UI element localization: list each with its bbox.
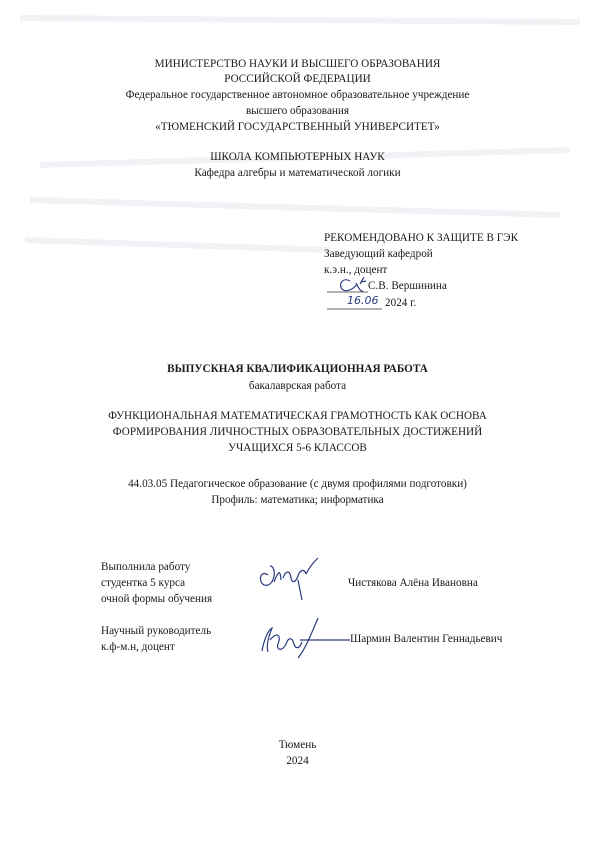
- work-type-subtitle: бакалаврская работа: [248, 380, 347, 392]
- approval-degree: к.э.н., доцент: [324, 264, 388, 276]
- supervisor-name: Шармин Валентин Геннадьевич: [350, 633, 503, 645]
- approval-position: Заведующий кафедрой: [324, 248, 433, 260]
- work-title-line-2: ФОРМИРОВАНИЯ ЛИЧНОСТНЫХ ОБРАЗОВАТЕЛЬНЫХ ДОСТИЖЕНИЙ: [112, 426, 483, 438]
- footer-city: Тюмень: [278, 739, 317, 751]
- university-name: «ТЮМЕНСКИЙ ГОСУДАРСТВЕННЫЙ УНИВЕРСИТЕТ»: [155, 121, 440, 133]
- approval-year: 2024 г.: [385, 297, 417, 309]
- department-name: Кафедра алгебры и математической логики: [194, 167, 401, 179]
- supervisor-label-2: к.ф-м.н, доцент: [101, 641, 175, 653]
- school-name: ШКОЛА КОМПЬЮТЕРНЫХ НАУК: [210, 151, 385, 163]
- author-label-2: студентка 5 курса: [101, 577, 186, 589]
- supervisor-label-1: Научный руководитель: [101, 625, 212, 637]
- work-title-line-3: УЧАЩИХСЯ 5-6 КЛАССОВ: [228, 442, 367, 454]
- approval-date-handwritten: 16.06: [347, 294, 379, 307]
- author-label-1: Выполнила работу: [101, 561, 191, 573]
- specialty: 44.03.05 Педагогическое образование (с двумя профилями подготовки): [128, 478, 467, 490]
- approval-name: С.В. Вершинина: [368, 280, 447, 292]
- ministry-line-1: МИНИСТЕРСТВО НАУКИ И ВЫСШЕГО ОБРАЗОВАНИЯ: [154, 58, 441, 70]
- approval-title: РЕКОМЕНДОВАНО К ЗАЩИТЕ В ГЭК: [324, 232, 519, 244]
- author-label-3: очной формы обучения: [101, 593, 213, 605]
- work-type-title: ВЫПУСКНАЯ КВАЛИФИКАЦИОННАЯ РАБОТА: [167, 363, 428, 375]
- footer-year: 2024: [286, 755, 309, 767]
- author-name: Чистякова Алёна Ивановна: [348, 577, 478, 589]
- profile: Профиль: математика; информатика: [211, 494, 384, 506]
- work-title-line-1: ФУНКЦИОНАЛЬНАЯ МАТЕМАТИЧЕСКАЯ ГРАМОТНОСТЬ КАК ОСНОВА: [108, 410, 487, 422]
- institution-line-1: Федеральное государственное автономное образовательное учреждение: [125, 89, 470, 101]
- institution-line-2: высшего образования: [245, 105, 350, 117]
- ministry-line-2: РОССИЙСКОЙ ФЕДЕРАЦИИ: [224, 73, 371, 85]
